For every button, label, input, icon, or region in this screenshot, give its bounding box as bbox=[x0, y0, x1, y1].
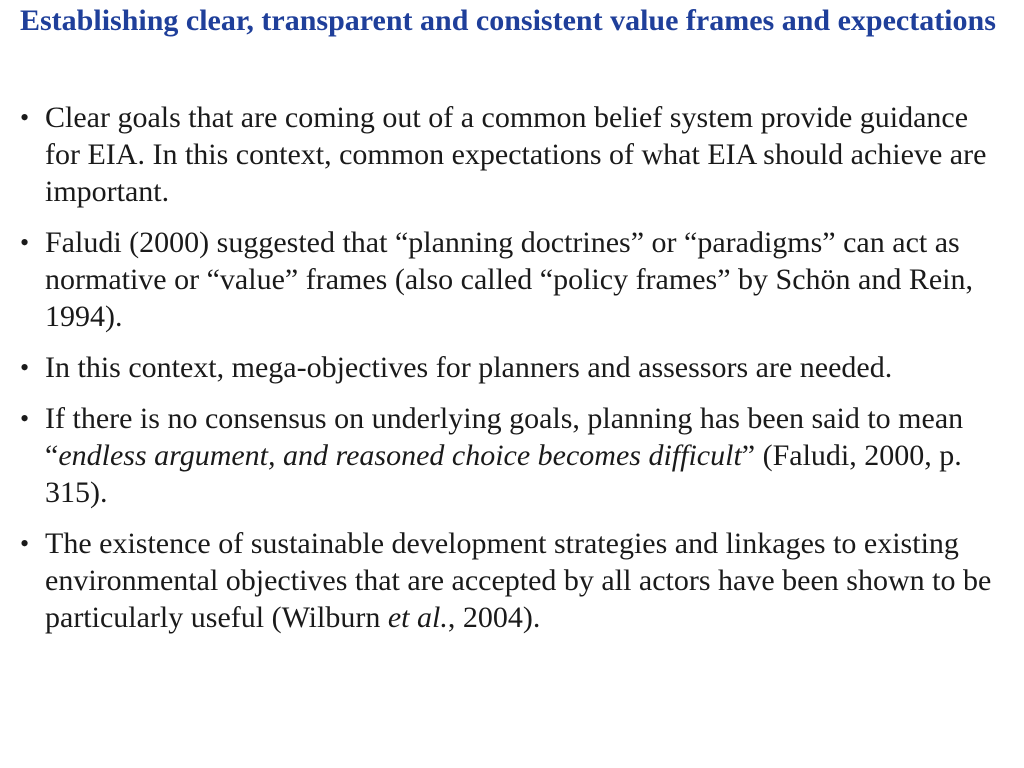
bullet-text-segment: , 2004). bbox=[447, 601, 541, 634]
bullet-item bbox=[20, 525, 1005, 636]
bullet-dot-icon: • bbox=[20, 103, 30, 132]
bullet-text-segment: If there is no consensus on underlying goals, planning has been said to mean “ bbox=[45, 402, 964, 472]
bullet-list bbox=[20, 99, 1005, 650]
bullet-dot-icon: • bbox=[20, 228, 30, 257]
bullet-item bbox=[20, 349, 1005, 386]
bullet-text-italic-citation: et al. bbox=[387, 601, 448, 634]
bullet-text bbox=[45, 226, 973, 333]
bullet-text-segment: The existence of sustainable development strategies and linkages to existing environmental objectives that are accepted by all actors have been shown to be particularly useful (Wilburn bbox=[45, 527, 992, 634]
bullet-item bbox=[20, 224, 1005, 335]
bullet-text-segment: In this context, mega-objectives for planners and assessors are needed. bbox=[45, 351, 893, 384]
bullet-text-segment: Clear goals that are coming out of a common belief system provide guidance for EIA. In this context, common expectations of what EIA should achieve are important. bbox=[45, 101, 987, 208]
bullet-dot-icon: • bbox=[20, 353, 30, 382]
bullet-item bbox=[20, 400, 1005, 511]
bullet-text bbox=[45, 402, 963, 509]
bullet-dot-icon: • bbox=[20, 529, 30, 558]
bullet-text-italic-quote: endless argument, and reasoned choice becomes difficult bbox=[58, 439, 742, 472]
bullet-text bbox=[45, 527, 991, 634]
bullet-dot-icon: • bbox=[20, 404, 30, 433]
bullet-text-segment: Faludi (2000) suggested that “planning doctrines” or “paradigms” can act as normative or “value” frames (also called “policy frames” by Schön and Rein, 1994). bbox=[45, 226, 973, 333]
bullet-text bbox=[45, 351, 892, 384]
slide-title: Establishing clear, transparent and consistent value frames and expectations bbox=[20, 4, 996, 37]
bullet-text-segment: ” (Faludi, 2000, p. 315). bbox=[45, 439, 962, 509]
bullet-item bbox=[20, 99, 1005, 210]
bullet-text bbox=[45, 101, 986, 208]
